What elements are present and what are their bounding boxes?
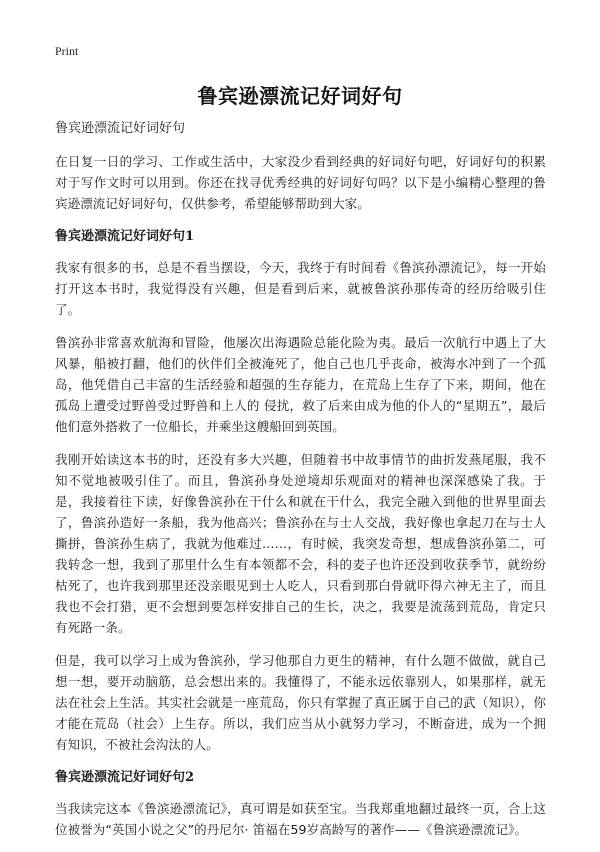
page-title: 鲁宾逊漂流记好词好句 xyxy=(197,84,403,108)
section-1-paragraph-2: 鲁滨孙非常喜欢航海和冒险，他屡次出海遇险总能化险为夷。最后一次航行中遇上了大风暴，船被打翻，他们的伙伴们全被淹死了，他自己也几乎丧命，被海水冲到了一个孤岛，他凭借自己丰富的生活经验和超强的生存能力，在荒岛上生存了下来，期间，他在孤岛上遭受过野兽受过野兽和上人的 侵扰，救了后来由成为他的仆人的“星期五”，最后他们意外搭救了一位船长，并乘坐这艘船回到英国。 xyxy=(55,335,546,434)
section-2-paragraph-1: 当我读完这本《鲁滨逊漂流记》，真可谓是如获至宝。当我郑重地翻过最终一页，合上这位被誉为“英国小说之父”的丹尼尔· 笛福在59岁高龄写的著作——《鲁滨逊漂流记》。 xyxy=(55,801,546,837)
section-1-paragraph-4: 但是，我可以学习上成为鲁滨孙，学习他那自力更生的精神，有什么题不做做，就自己想一想，要开动脑筋，总会想出来的。我懂得了，不能永远依靠别人，如果那样，就无法在社会上生活。其实社会就是一座荒岛，你只有掌握了真正属于自己的武（知识），你才能在荒岛（社会）上生存。所以，我们应当从小就努力学习，不断奋进，成为一个拥有知识，不被社会沟汰的人。 xyxy=(55,653,546,752)
intro-paragraph: 在日复一日的学习、工作或生活中，大家没少看到经典的好词好句吧，好词好句的积累对于写作文时可以用到。你还在找寻优秀经典的好词好句吗？以下是小编精心整理的鲁宾逊漂流记好词好句，仅供参考，希望能够帮助到大家。 xyxy=(55,154,546,211)
section-heading-1: 鲁宾逊漂流记好词好句1 xyxy=(55,229,195,244)
document-body xyxy=(55,118,546,852)
print-label: Print xyxy=(55,44,79,58)
document-subtitle: 鲁宾逊漂流记好词好句 xyxy=(55,121,186,136)
section-1-paragraph-3: 我刚开始读这本书的时，还没有多大兴趣，但随着书中故事情节的曲折发燕尾服，我不知不觉地被吸引住了。而且，鲁滨孙身处逆境却乐观面对的精神也深深感染了我。于是，我接着往下读，好像鲁滨孙在干什么和就在干什么，我完全融入到他的世界里面去了，鲁滨孙造好一条船，我为他高兴；鲁滨孙在与士人交战，我好像也拿起刀在与士人撕拼，鲁滨孙生病了，我就为他难过……，有时候，我突发奇想，想成鲁滨孙第二，可我转念一想，我到了那里什么生有本领都不会，科的麦子也许还没到收获季节，就纷纷枯死了，也许我到那里还没亲眼见到士人吃人，只看到那白骨就吓得六神无主了，而且我也不会打猎，更不会想到要怎样安排自己的生长，决之，我要是流荡到荒岛，肯定只有死路一条。 xyxy=(55,452,546,635)
section-1-paragraph-1: 我家有很多的书，总是不看当摆设，今天，我终于有时间看《鲁滨孙漂流记》，每一开始打开这本书时，我觉得没有兴趣，但是看到后来，就被鲁滨孙那传奇的经历给吸引住了。 xyxy=(55,260,546,317)
section-heading-2: 鲁宾逊漂流记好词好句2 xyxy=(55,770,195,785)
